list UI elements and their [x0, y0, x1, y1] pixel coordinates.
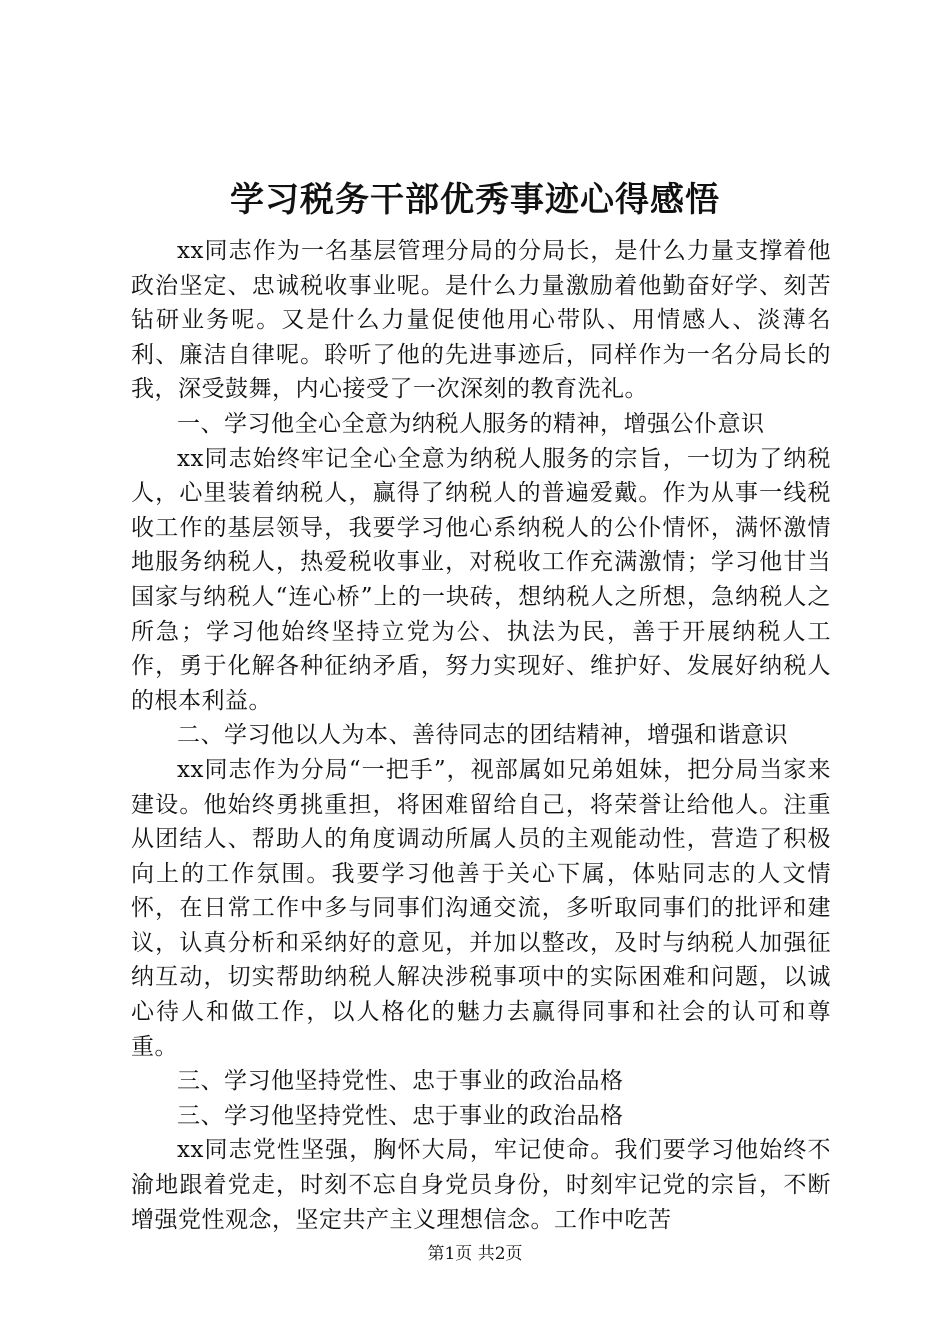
paragraph-section-2: xx同志作为分局“一把手”，视部属如兄弟姐妹，把分局当家来建设。他始终勇挑重担，将困难留给自己，将荣誉让给他人。注重从团结人、帮助人的角度调动所属人员的主观能动性，营造了积极向上的工作氛围。我要学习他善于关心下属，体贴同志的人文情怀，在日常工作中多与同事们沟通交流，多听取同事们的批评和建议，认真分析和采纳好的意见，并加以整改，及时与纳税人加强征纳互动，切实帮助纳税人解决涉税事项中的实际困难和问题，以诚心待人和做工作，以人格化的魅力去赢得同事和社会的认可和尊重。	[131, 756, 831, 1060]
paragraph-section-1: xx同志始终牢记全心全意为纳税人服务的宗旨，一切为了纳税人，心里装着纳税人，赢得了纳税人的普遍爱戴。作为从事一线税收工作的基层领导，我要学习他心系纳税人的公仆情怀，满怀激情地服务纳税人，热爱税收事业，对税收工作充满激情；学习他甘当国家与纳税人“连心桥”上的一块砖，想纳税人之所想，急纳税人之所急；学习他始终坚持立党为公、执法为民，善于开展纳税人工作，勇于化解各种征纳矛盾，努力实现好、维护好、发展好纳税人的根本利益。	[131, 445, 831, 714]
paragraph-section-3: xx同志党性坚强，胸怀大局，牢记使命。我们要学习他始终不渝地跟着党走，时刻不忘自身党员身份，时刻牢记党的宗旨，不断增强党性观念，坚定共产主义理想信念。工作中吃苦	[131, 1137, 831, 1233]
section-heading-2: 二、学习他以人为本、善待同志的团结精神，增强和谐意识	[177, 722, 788, 749]
section-heading-1: 一、学习他全心全意为纳税人服务的精神，增强公仆意识	[177, 410, 765, 437]
document-title: 学习税务干部优秀事迹心得感悟	[230, 180, 720, 220]
section-heading-3-duplicate: 三、学习他坚持党性、忠于事业的政治品格	[177, 1102, 624, 1129]
section-heading-3: 三、学习他坚持党性、忠于事业的政治品格	[177, 1068, 624, 1095]
page-footer: 第1页 共2页	[427, 1244, 523, 1264]
document-body	[131, 234, 831, 1237]
paragraph-intro: xx同志作为一名基层管理分局的分局长，是什么力量支撑着他政治坚定、忠诚税收事业呢。是什么力量激励着他勤奋好学、刻苦钻研业务呢。又是什么力量促使他用心带队、用情感人、淡薄名利、廉洁自律呢。聆听了他的先进事迹后，同样作为一名分局长的我，深受鼓舞，内心接受了一次深刻的教育洗礼。	[131, 238, 831, 403]
